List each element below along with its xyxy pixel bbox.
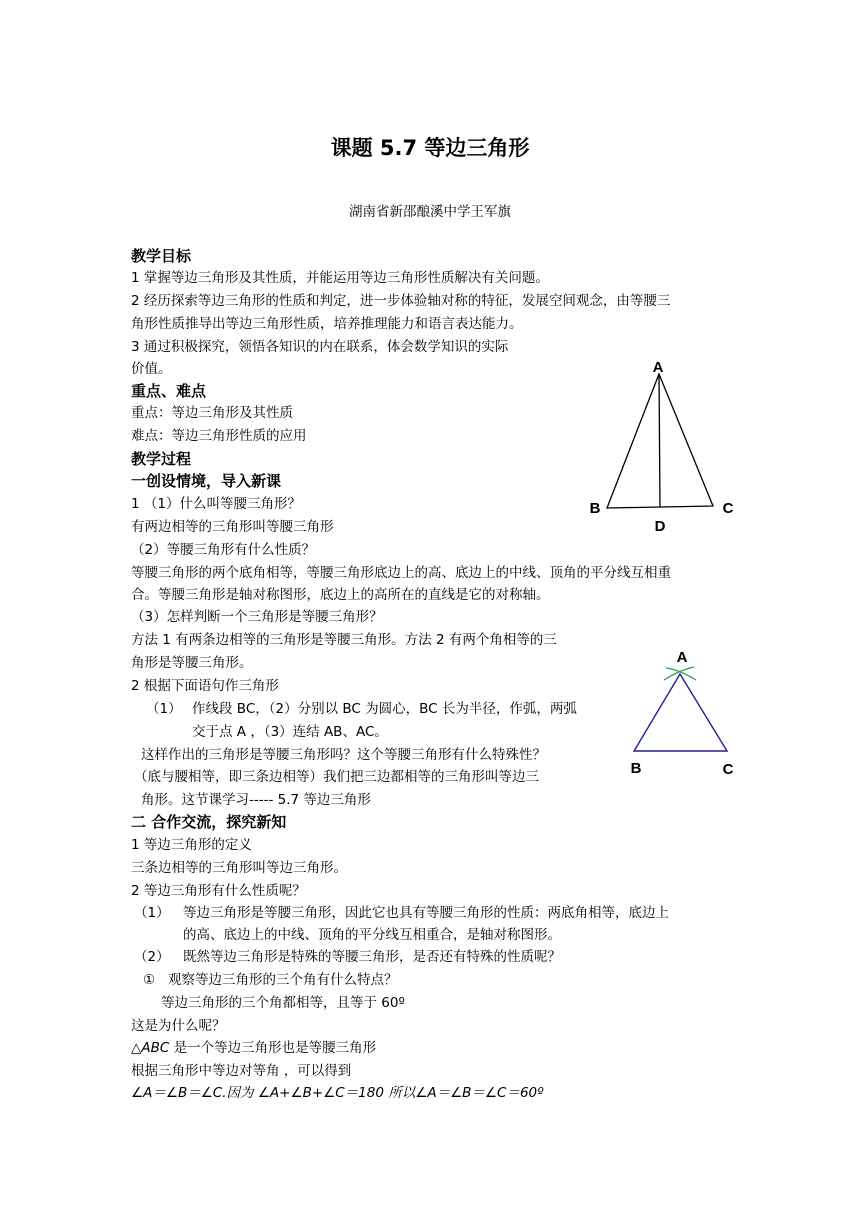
- observation-question: 观察等边三角形的三个角有什么特点？: [168, 972, 398, 988]
- definition-heading: 1 等边三角形的定义: [131, 837, 252, 853]
- objective-2-line-1: 2 经历探索等边三角形的性质和判定，进一步体验轴对称的特征，发展空间观念，由等腰三: [131, 293, 671, 309]
- definition-text: 三条边相等的三角形叫等边三角形。: [131, 860, 347, 876]
- objectives-heading: 教学目标: [131, 247, 192, 265]
- objective-3-line-1: 3 通过积极探究，领悟各知识的内在联系，体会数学知识的实际: [131, 339, 509, 355]
- task-2-conclusion: 角形。这节课学习----- 5.7 等边三角形: [141, 792, 371, 808]
- property-heading: 2 等边三角形有什么性质呢？: [131, 883, 306, 899]
- why-question: 这是为什么呢？: [131, 1018, 226, 1034]
- task-2-answer: （底与腰相等，即三条边相等）我们把三边都相等的三角形叫等边三: [134, 769, 539, 785]
- observation-number: ①: [143, 972, 156, 988]
- section-2-heading: 二 合作交流，探究新知: [131, 813, 287, 831]
- proof-text: ∠A＝∠B＝∠C.因为 ∠A+∠B+∠C＝180 所以∠A＝∠B＝∠C＝60º: [131, 1085, 544, 1101]
- equilateral-triangle-outline: [634, 674, 727, 751]
- fig1-label-c: C: [722, 500, 734, 517]
- triangle-statement-rest: 是一个等边三角形也是等腰三角形: [169, 1040, 377, 1056]
- fig2-label-b: B: [630, 760, 642, 777]
- fig2-label-c: C: [722, 761, 734, 778]
- observation-answer: 等边三角形的三个角都相等，且等于 60º: [161, 995, 405, 1011]
- task-2-step-line-1: 作线段 BC，（2）分别以 BC 为圆心，BC 长为半径，作弧，两弧: [192, 701, 577, 717]
- fig2-label-a: A: [676, 649, 688, 666]
- objective-1: 1 掌握等边三角形及其性质，并能运用等边三角形性质解决有关问题。: [131, 270, 549, 286]
- author-line: 湖南省新邵酿溪中学王军旗: [349, 204, 511, 220]
- key-points-heading: 重点、难点: [131, 382, 207, 400]
- median-ad-line: [659, 374, 660, 507]
- task-2-step-line-2: 交于点 A ，（3）连结 AB、AC。: [192, 724, 388, 740]
- answer-3-line-1: 方法 1 有两条边相等的三角形是等腰三角形。方法 2 有两个角相等的三: [131, 632, 557, 648]
- construction-arc-1: [666, 668, 696, 680]
- answer-2-line-1: 等腰三角形的两个底角相等，等腰三角形底边上的高、底边上的中线、顶角的平分线互相重: [131, 565, 671, 581]
- triangle-symbol: △: [131, 1040, 142, 1056]
- triangle-statement: [131, 1038, 376, 1058]
- answer-1: 有两边相等的三角形叫等腰三角形: [131, 519, 334, 535]
- question-2: （2）等腰三角形有什么性质？: [131, 542, 316, 558]
- question-1: 1 （1）什么叫等腰三角形？: [131, 496, 301, 512]
- basis-text: 根据三角形中等边对等角 ，可以得到: [131, 1063, 352, 1079]
- property-1-line-2: 的高、底边上的中线、顶角的平分线互相重合，是轴对称图形。: [183, 927, 561, 943]
- section-1-heading: 一创设情境，导入新课: [131, 472, 282, 490]
- property-1-line-1: 等边三角形是等腰三角形，因此它也具有等腰三角形的性质：两底角相等，底边上: [183, 905, 669, 921]
- task-2: 2 根据下面语句作三角形: [131, 678, 279, 694]
- property-2-number: （2）: [134, 949, 170, 965]
- answer-2-line-2: 合。等腰三角形是轴对称图形，底边上的高所在的直线是它的对称轴。: [131, 587, 550, 603]
- property-1-number: （1）: [134, 905, 170, 921]
- isosceles-triangle-figure: [580, 350, 750, 540]
- objective-3-line-2: 价值。: [131, 361, 172, 377]
- answer-3-line-2: 角形是等腰三角形。: [131, 655, 253, 671]
- fig1-label-a: A: [652, 359, 664, 376]
- fig1-label-b: B: [589, 500, 601, 517]
- task-2-question: 这样作出的三角形是等腰三角形吗？这个等腰三角形有什么特殊性？: [141, 747, 546, 763]
- page-title: 课题 5.7 等边三角形: [330, 136, 530, 160]
- process-heading: 教学过程: [131, 450, 192, 468]
- property-2-text: 既然等边三角形是特殊的等腰三角形，是否还有特殊的性质呢？: [183, 949, 561, 965]
- question-3: （3）怎样判断一个三角形是等腰三角形？: [131, 609, 383, 625]
- task-2-step-number: （1）: [146, 701, 182, 717]
- key-point: 重点：等边三角形及其性质: [131, 405, 293, 421]
- objective-2-line-2: 角形性质推导出等边三角形性质，培养推理能力和语言表达能力。: [131, 316, 523, 332]
- difficulty-point: 难点：等边三角形性质的应用: [131, 428, 307, 444]
- fig1-label-d: D: [654, 518, 666, 535]
- equilateral-construction-figure: [620, 640, 750, 785]
- triangle-name: ABC: [141, 1040, 170, 1056]
